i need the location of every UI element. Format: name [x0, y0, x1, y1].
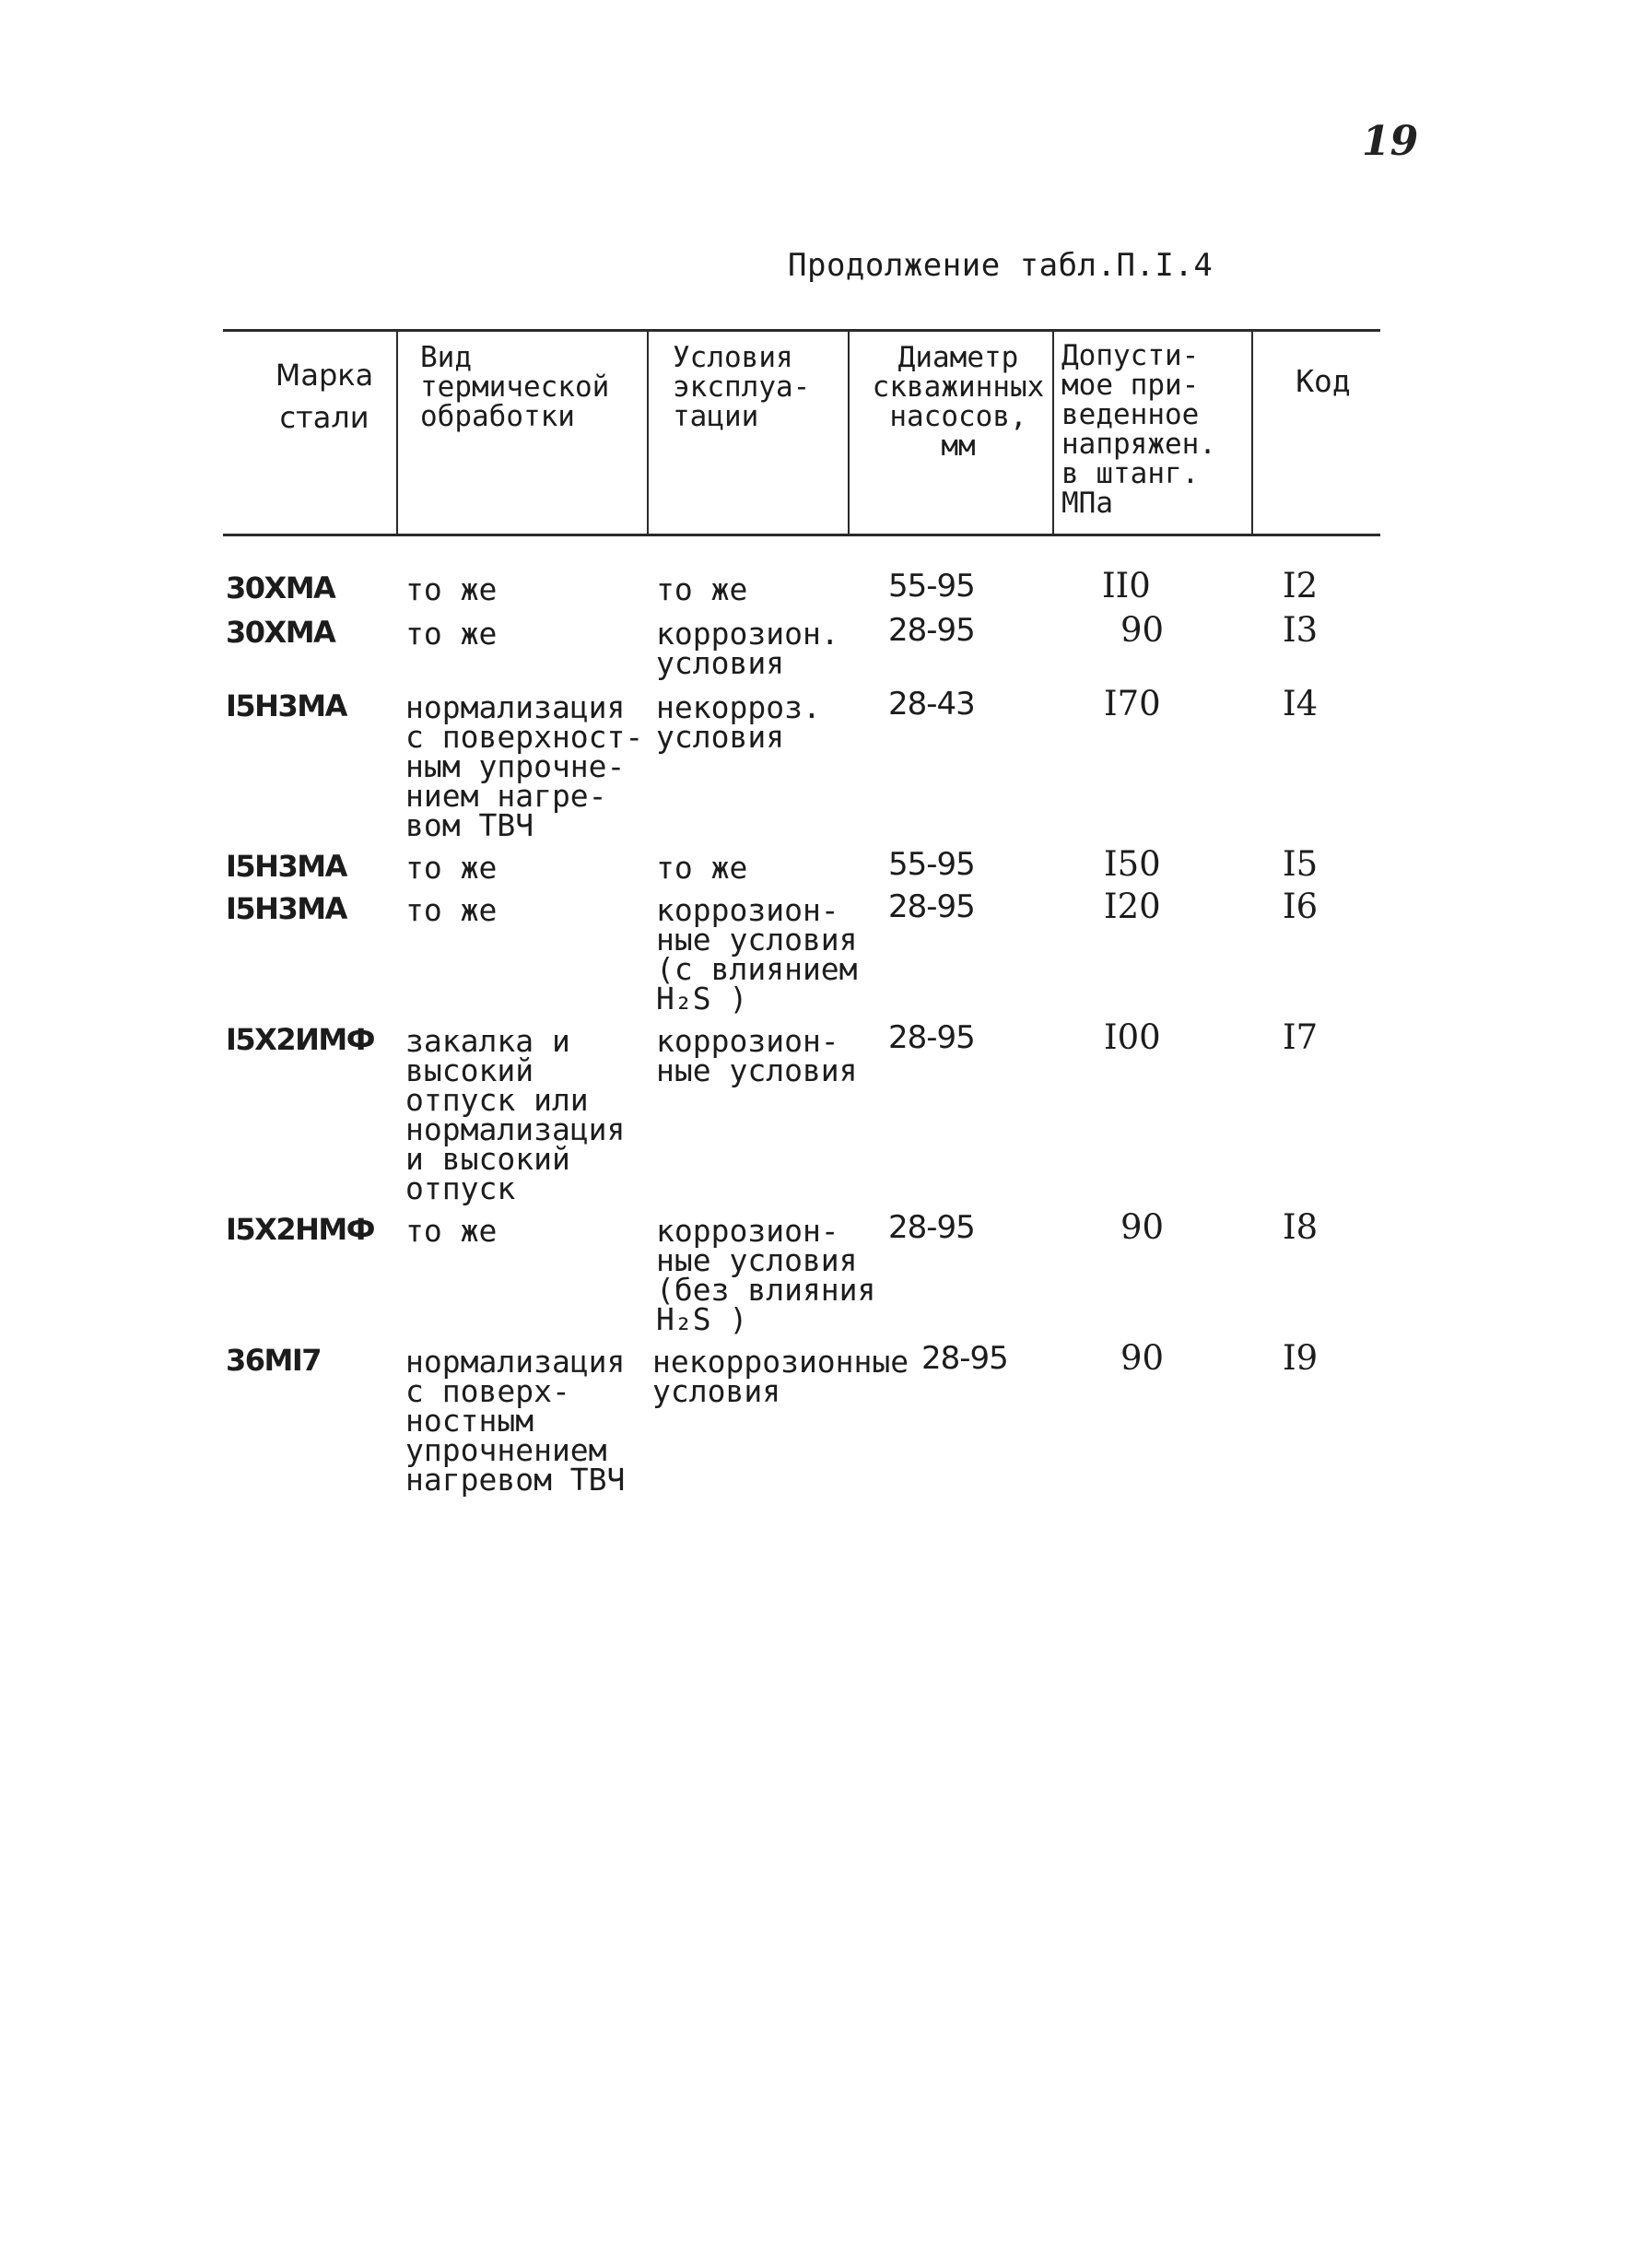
row-1-code: I2 — [1283, 566, 1319, 605]
row-8-stress: 90 — [1120, 1338, 1165, 1378]
row-3-stress: I70 — [1104, 684, 1161, 723]
row-6-diameter: 28-95 — [888, 1019, 975, 1056]
row-4-code: I5 — [1283, 844, 1319, 884]
row-3-code: I4 — [1283, 684, 1319, 723]
row-1-stress: II0 — [1102, 566, 1151, 605]
row-7-stress: 90 — [1120, 1207, 1165, 1247]
header-divider-5 — [1251, 332, 1253, 535]
row-2-diameter: 28-95 — [888, 612, 975, 649]
row-3-treatment: нормализация с поверхност- ным упрочне- нием нагре- вом ТВЧ — [405, 689, 644, 843]
row-5-diameter: 28-95 — [888, 888, 975, 925]
header-divider-4 — [1052, 332, 1054, 535]
row-2-conditions: коррозион. условия — [656, 616, 839, 681]
row-8-conditions: некоррозионные условия — [652, 1344, 909, 1409]
row-5-code: I6 — [1283, 887, 1319, 926]
row-5-grade: I5Н3МА — [226, 891, 346, 926]
row-7-conditions: коррозион- ные условия (без влияния H₂S ) — [656, 1213, 876, 1337]
row-2-grade: 30ХМА — [226, 615, 335, 650]
row-5-treatment: то же — [405, 892, 498, 928]
row-2-stress: 90 — [1120, 610, 1165, 650]
column-header-treatment: Вид термической обработки — [420, 341, 610, 433]
header-divider-2 — [647, 332, 649, 535]
row-8-code: I9 — [1283, 1338, 1319, 1378]
row-3-diameter: 28-43 — [888, 686, 975, 723]
row-7-treatment: то же — [405, 1213, 498, 1249]
row-4-grade: I5Н3МА — [226, 849, 346, 884]
row-8-treatment: нормализация с поверх- ностным упрочнением нагревом ТВЧ — [405, 1344, 626, 1498]
column-header-code: Код — [1296, 363, 1351, 399]
row-4-treatment: то же — [405, 850, 498, 886]
row-3-conditions: некорроз. условия — [656, 689, 821, 755]
column-header-grade: Марка стали — [275, 358, 374, 435]
row-1-diameter: 55-95 — [888, 568, 975, 605]
row-7-diameter: 28-95 — [888, 1209, 975, 1246]
row-8-diameter: 28-95 — [921, 1340, 1008, 1377]
row-5-stress: I20 — [1104, 887, 1161, 926]
row-1-grade: 30ХМА — [226, 570, 335, 605]
row-6-grade: I5Х2ИМФ — [226, 1022, 374, 1057]
row-6-code: I7 — [1283, 1017, 1319, 1057]
row-1-treatment: то же — [405, 571, 498, 607]
column-header-diameter: Диаметр скважинных насосов, мм — [872, 341, 1045, 463]
table-caption: Продолжение табл.П.I.4 — [788, 247, 1214, 284]
row-1-conditions: то же — [656, 571, 748, 607]
page-number: 19 — [1362, 118, 1419, 165]
row-3-grade: I5Н3МА — [226, 688, 346, 723]
row-7-grade: I5Х2НМФ — [226, 1212, 374, 1247]
row-6-conditions: коррозион- ные условия — [656, 1023, 858, 1088]
row-6-stress: I00 — [1104, 1017, 1161, 1057]
row-5-conditions: коррозион- ные условия (с влиянием H₂S ) — [656, 892, 858, 1016]
column-header-conditions: Условия эксплуа- тации — [673, 341, 811, 433]
row-2-treatment: то же — [405, 616, 498, 652]
row-2-code: I3 — [1283, 610, 1319, 650]
row-7-code: I8 — [1283, 1207, 1319, 1247]
row-4-stress: I50 — [1104, 844, 1161, 884]
row-6-treatment: закалка и высокий отпуск или нормализация и высокий отпуск — [405, 1023, 626, 1206]
column-header-stress: Допусти- мое при- веденное напряжен. в штанг. МПа — [1061, 339, 1216, 520]
row-8-grade: 36МI7 — [226, 1343, 322, 1378]
row-4-diameter: 55-95 — [888, 846, 975, 883]
header-divider-3 — [848, 332, 850, 535]
header-divider-1 — [396, 332, 398, 535]
row-4-conditions: то же — [656, 850, 748, 886]
